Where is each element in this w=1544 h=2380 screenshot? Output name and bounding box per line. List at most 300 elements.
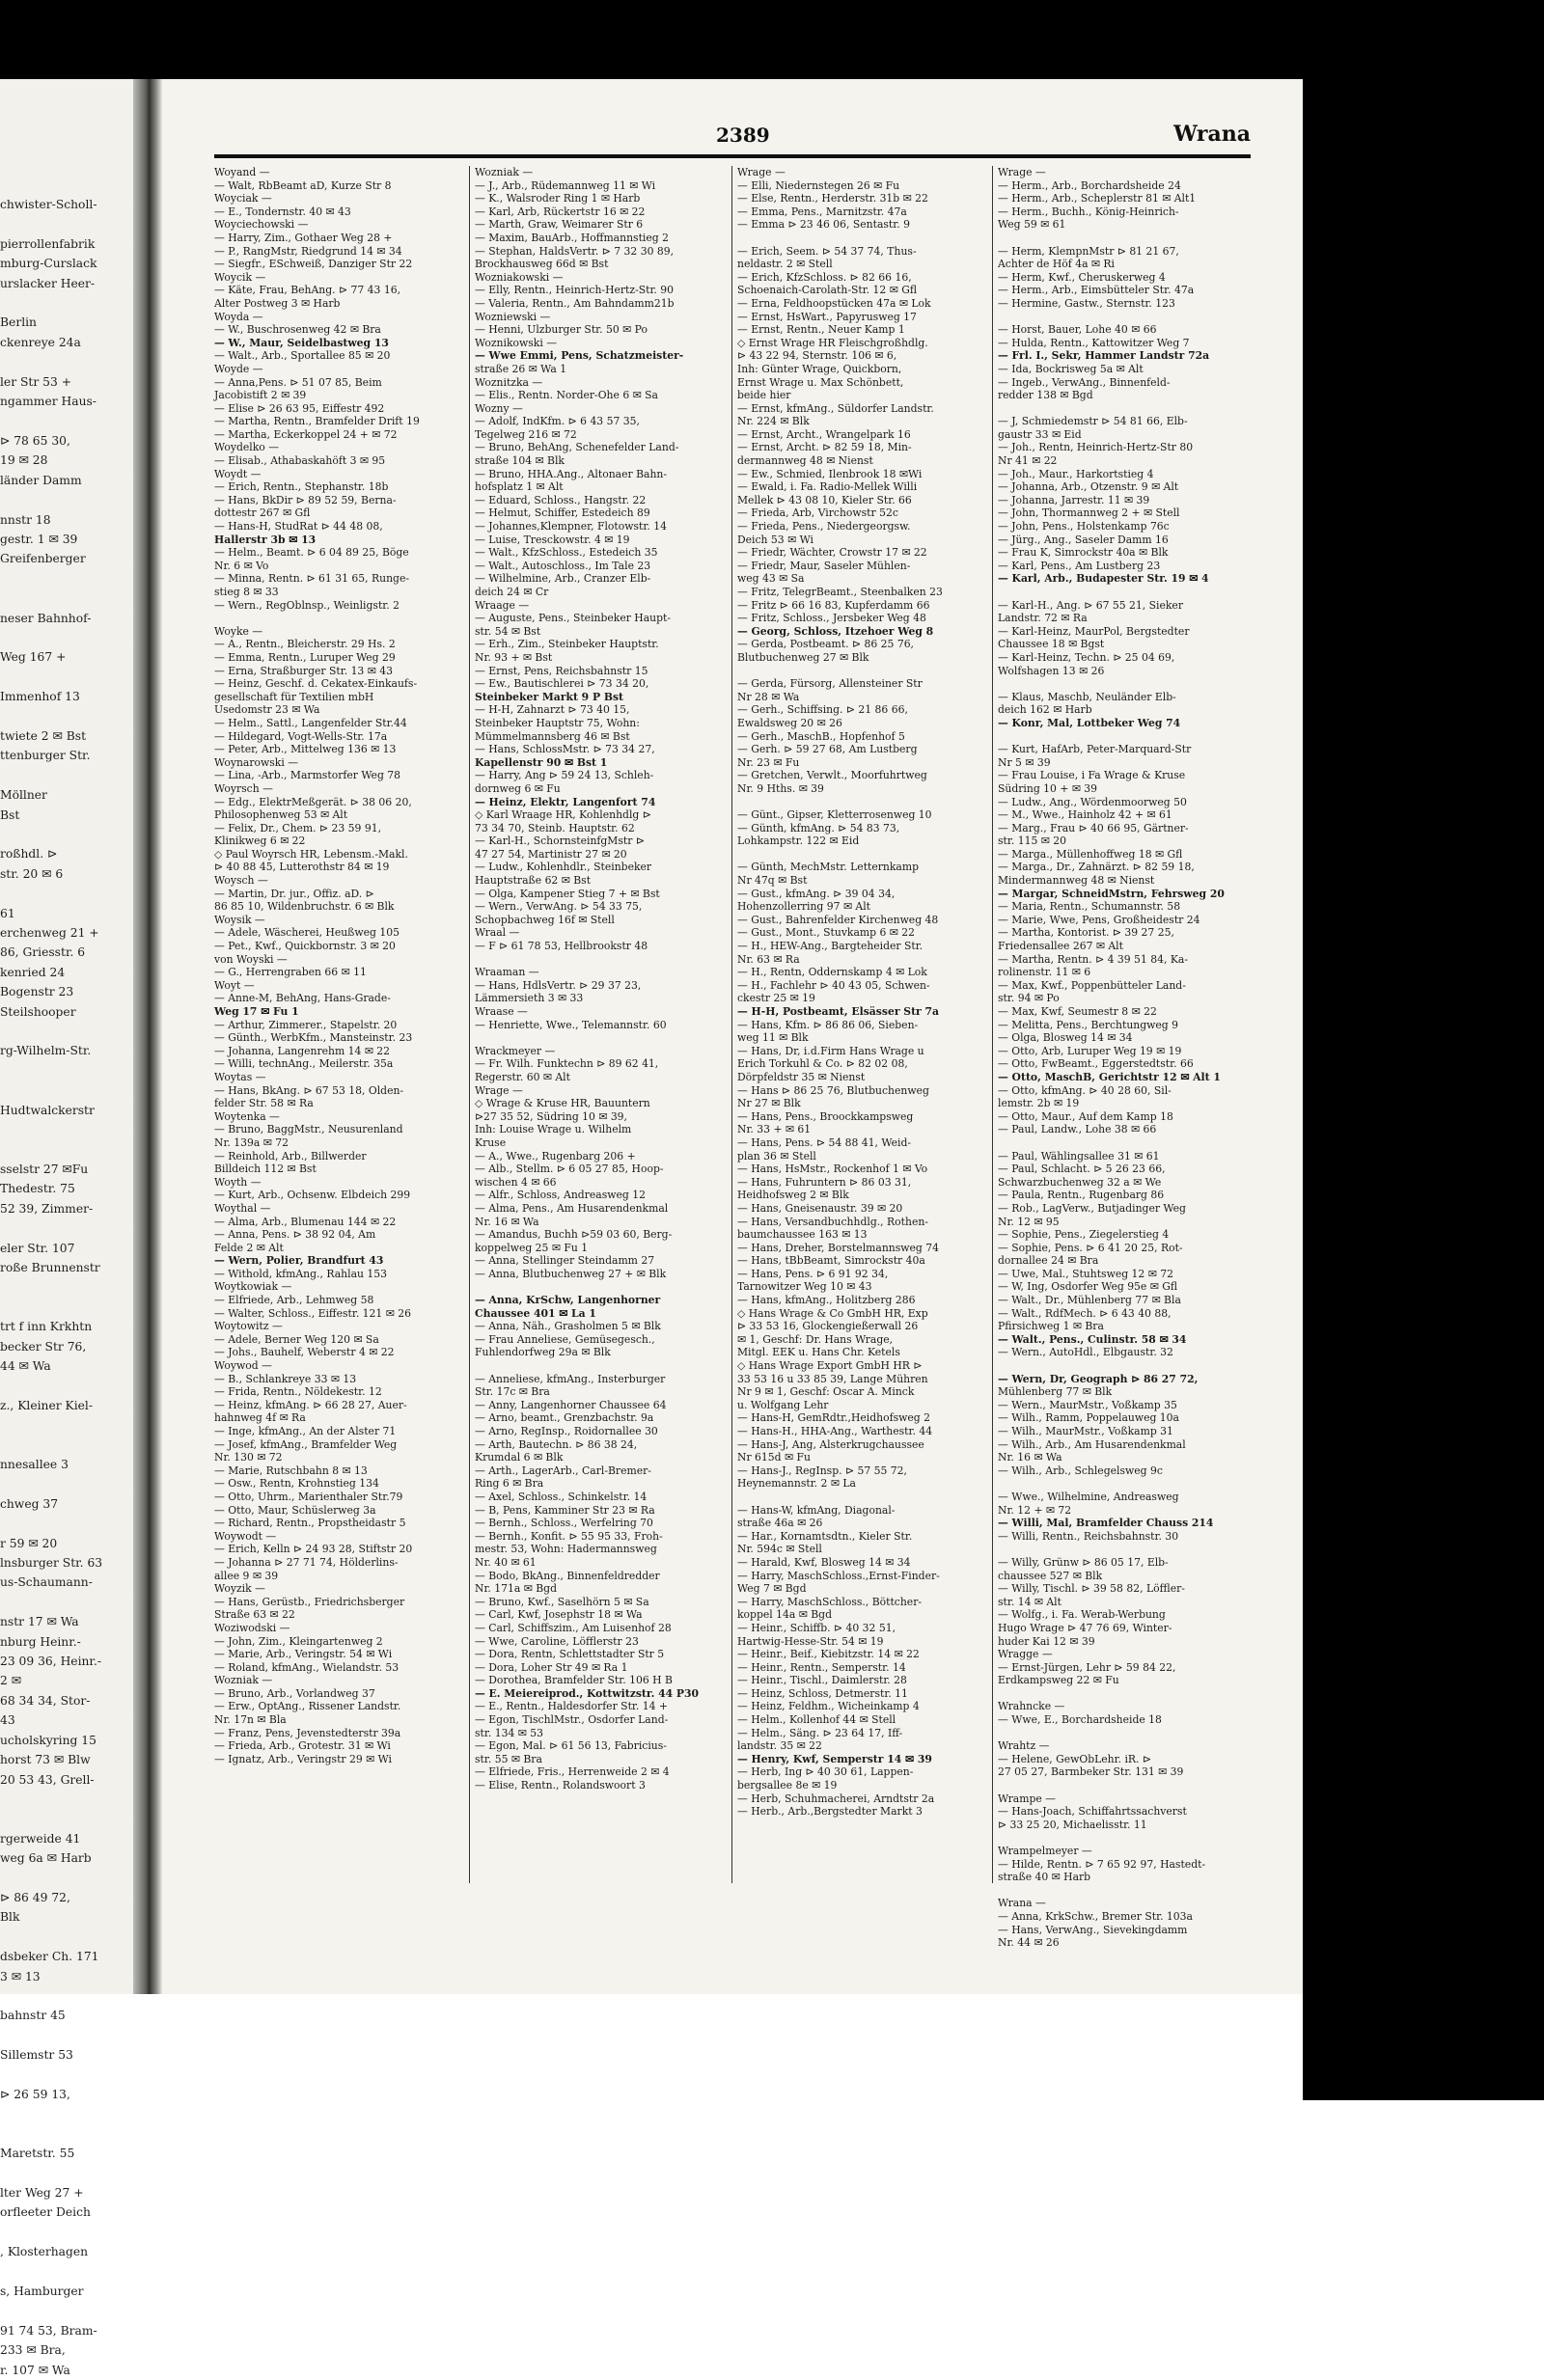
directory-entry-line: Wozniewski — [475,310,551,323]
directory-entry-line: 33 53 16 u 33 85 39, Lange Mühren [737,1372,928,1385]
directory-entry-line: — Inge, kfmAng., An der Alster 71 [214,1425,397,1437]
directory-entry-line: koppel 14a ✉ Bgd [737,1608,832,1622]
directory-entry-line: Nr 41 ✉ 22 [998,454,1058,468]
left-page-fragment: sselstr 27 ✉Fu [0,1162,89,1176]
directory-entry-line: — Hulda, Rentn., Kattowitzer Weg 7 [998,336,1190,349]
left-page-fragment: Blk [0,1910,20,1925]
directory-entry-line: landstr. 35 ✉ 22 [737,1739,822,1753]
directory-entry-line: — Anna, Näh., Grasholmen 5 ✉ Blk [475,1320,661,1333]
directory-entry-line [998,1727,1251,1740]
directory-entry-line: Nr. 224 ✉ Blk [737,415,810,428]
directory-entry-line: — Withold, kfmAng., Rahlau 153 [214,1267,387,1280]
directory-entry-line: Hugo Wrage ⊳ 47 76 69, Winter- [998,1621,1172,1634]
directory-entry-line: str. 134 ✉ 53 [475,1726,543,1739]
left-page-fragment: neser Bahnhof- [0,611,92,625]
directory-entry-line: — Gerh., MaschB., Hopfenhof 5 [737,729,905,743]
directory-entry-line: Dörpfeldstr 35 ✉ Nienst [737,1070,866,1083]
left-page-fragment: rg-Wilhelm-Str. [0,1044,92,1058]
directory-entry-line: Jacobistift 2 ✉ 39 [214,389,307,402]
directory-entry-line: Steinbeker Hauptstr 75, Wohn: [475,716,640,729]
directory-entry-line [998,1543,1251,1556]
directory-entry-line: — Marg., Frau ⊳ 40 66 95, Gärtner- [998,821,1189,834]
directory-entry-line: — Ernst, HsWart., Papyrusweg 17 [737,310,917,323]
directory-entry-line: Woyciak — [214,192,272,205]
left-page-fragment: Immenhof 13 [0,690,80,704]
directory-entry-line: Woytenka — [214,1109,280,1123]
directory-entry-line: — Har., Kornamtsdtn., Kieler Str. [737,1529,913,1543]
directory-entry-line: Woydt — [214,467,262,480]
directory-entry-line: Blutbuchenweg 27 ✉ Blk [737,650,869,664]
directory-entry-line: — Karl-H., Ang. ⊳ 67 55 21, Sieker [998,598,1183,612]
directory-entry-line: — Alb., Stellm. ⊳ 6 05 27 85, Hoop- [475,1163,664,1176]
directory-entry-line: Wraase — [475,1005,528,1018]
directory-entry-line: — J, Schmiedemstr ⊳ 54 81 66, Elb- [998,415,1188,428]
directory-entry-line: gesellschaft für Textilien mbH [214,690,374,703]
directory-entry-line: str. 115 ✉ 20 [998,834,1066,848]
directory-entry-line: — Hans, SchlossMstr. ⊳ 73 34 27, [475,743,655,756]
directory-entry-line: — E., Rentn., Haldesdorfer Str. 14 + [475,1700,668,1713]
directory-entry-line: — Martha, Eckerkoppel 24 + ✉ 72 [214,427,398,441]
directory-entry-line: Woysik — [214,913,265,926]
directory-entry-line [998,1687,1251,1701]
directory-entry-line: — Jürg., Ang., Saseler Damm 16 [998,533,1169,546]
directory-entry-line: Deich 53 ✉ Wi [737,533,813,546]
directory-entry-line: — Hilde, Rentn. ⊳ 7 65 92 97, Hastedt- [998,1857,1206,1871]
directory-entry-line: allee 9 ✉ 39 [214,1569,279,1582]
directory-entry-line: — Harry, Zim., Gothaer Weg 28 + [214,231,393,244]
directory-entry-line: Nr. 23 ✉ Fu [737,755,800,769]
directory-entry-line: — Frau K, Simrockstr 40a ✉ Blk [998,546,1169,560]
directory-entry-line: ⊳27 35 52, Südring 10 ✉ 39, [475,1109,627,1123]
directory-entry-line: — Gretchen, Verwlt., Moorfuhrtweg [737,769,927,782]
left-page-fragment: 3 ✉ 13 [0,1969,41,1983]
page-header [214,123,1251,158]
directory-entry-line: — G., Herrengraben 66 ✉ 11 [214,966,367,979]
left-page-fragment: 20 53 43, Grell- [0,1772,95,1787]
directory-entry-line: dermannweg 48 ✉ Nienst [737,454,873,468]
left-page-fragment [0,1277,130,1297]
left-page-fragment: Bst [0,807,20,822]
directory-entry-line: — Alma, Pens., Am Husarendenkmal [475,1201,669,1215]
left-page-fragment [0,569,130,588]
directory-entry-line: Wrahtz — [998,1739,1050,1753]
left-page-fragment: Bogenstr 23 [0,985,74,999]
directory-entry-line: — Karl-H., SchornsteinfgMstr ⊳ [475,834,645,848]
directory-entry-line: — Frl. I., Sekr, Hammer Landstr 72a [998,349,1210,363]
directory-entry-line: Weg 7 ✉ Bgd [737,1582,807,1596]
directory-entry-line: — H., HEW-Ang., Bargteheider Str. [737,940,924,953]
directory-entry-line: — Willi, technAng., Meilerstr. 35a [214,1057,394,1071]
directory-entry-line: straße 46a ✉ 26 [737,1517,823,1530]
directory-entry-line: — Herb, Ing ⊳ 40 30 61, Lappen- [737,1765,914,1779]
directory-entry-line: — Gerda, Fürsorg, Allensteiner Str [737,677,923,691]
left-page-fragment [0,1298,130,1317]
directory-entry-line: Str. 17c ✉ Bra [475,1385,550,1399]
directory-entry-line: — Heinz, Schloss, Detmerstr. 11 [737,1686,908,1700]
directory-entry-line: — Erw., OptAng., Rissener Landstr. [214,1700,401,1713]
left-page-fragment [0,1514,130,1533]
directory-column-1 [214,166,467,1883]
left-page-fragment: kenried 24 [0,965,66,979]
directory-entry-line: — Gust., kfmAng. ⊳ 39 04 34, [737,887,896,900]
directory-entry-line: — Johs., Bauhelf, Weberstr 4 ✉ 22 [214,1346,395,1359]
directory-entry-line: Mümmelmannsberg 46 ✉ Bst [475,729,630,743]
left-page-fragment: bahnstr 45 [0,2009,66,2023]
directory-entry-line: — Ew., Schmied, Ilenbrook 18 ✉Wi [737,467,923,480]
directory-entry-line: — Herm, Kwf., Cheruskerweg 4 [998,270,1166,284]
directory-entry-line: — Herb., Arb.,Bergstedter Markt 3 [737,1805,923,1819]
directory-entry-line: Woyzik — [214,1582,265,1596]
directory-entry-line: hofsplatz 1 ✉ Alt [475,480,564,494]
left-page-fragment: chweg 37 [0,1496,59,1511]
directory-entry-line: Hallerstr 3b ✉ 13 [214,533,317,546]
directory-entry-line: — Helm., Beamt. ⊳ 6 04 89 25, Böge [214,546,409,560]
left-page-fragment [0,352,130,371]
directory-entry-line: Nr. 17n ✉ Bla [214,1713,287,1727]
directory-entry-line: hahnweg 4f ✉ Ra [214,1411,306,1425]
directory-entry-line: Wozniak — [214,1674,273,1687]
directory-entry-line: — Rob., LagVerw., Butjadinger Weg [998,1201,1186,1215]
directory-entry-line: — Ernst, Pens, Reichsbahnstr 15 [475,664,648,677]
directory-entry-line: Schopbachweg 16f ✉ Stell [475,913,615,926]
directory-entry-line: Hohenzollerring 97 ✉ Alt [737,900,871,914]
directory-entry-line [475,1359,728,1373]
directory-entry-line: Wraaman — [475,966,539,979]
directory-entry-line: — Fritz ⊳ 66 16 83, Kupferdamm 66 [737,598,930,612]
left-page-fragment: , Klosterhagen [0,2245,89,2259]
directory-entry-line: — Richard, Rentn., Propstheidastr 5 [214,1517,406,1530]
directory-entry-line: — Ew., Bautischlerei ⊳ 73 34 20, [475,677,649,691]
directory-entry-line: Hauptstraße 62 ✉ Bst [475,874,592,888]
column-divider [992,166,993,1883]
directory-entry-line: — Anna, Blutbuchenweg 27 + ✉ Blk [475,1267,667,1280]
directory-entry-line: — Herm., Buchh., König-Heinrich- [998,205,1179,218]
directory-entry-line: — Günth, kfmAng. ⊳ 54 83 73, [737,821,900,834]
left-page-fragment: 23 09 36, Heinr.- [0,1655,102,1669]
directory-entry-line: — Bruno, Kwf., Saselhörn 5 ✉ Sa [475,1595,649,1608]
directory-entry-line: Nr. 130 ✉ 72 [214,1451,283,1464]
left-page-fragment: ucholskyring 15 [0,1733,96,1747]
directory-entry-line: — Fr. Wilh. Funktechn ⊳ 89 62 41, [475,1057,659,1071]
directory-entry-line: — Emma, Rentn., Luruper Weg 29 [214,650,396,664]
left-page-fragment: lnsburger Str. 63 [0,1556,103,1571]
directory-entry-line: — Hans-J., RegInsp. ⊳ 57 55 72, [737,1464,907,1477]
directory-entry-line: — Wwe, E., Borchardsheide 18 [998,1713,1162,1727]
directory-entry-line: weg 43 ✉ Sa [737,572,805,586]
left-page-fragment: 44 ✉ Wa [0,1358,51,1373]
directory-entry-line: Woydelko — [214,441,279,454]
directory-entry-line: Straße 63 ✉ 22 [214,1608,295,1622]
left-page-fragment: 52 39, Zimmer- [0,1201,94,1216]
left-page-fragment: nburg Heinr.- [0,1634,81,1649]
directory-entry-line: Krumdal 6 ✉ Blk [475,1451,564,1464]
directory-entry-line: — Josef, kfmAng., Bramfelder Weg [214,1437,398,1451]
directory-entry-line: Tegelweg 216 ✉ 72 [475,427,577,441]
directory-entry-line: — John, Pens., Holstenkamp 76c [998,520,1170,533]
directory-entry-line: — Erich, KfzSchloss. ⊳ 82 66 16, [737,270,912,284]
directory-entry-line: — Dora, Rentn, Schlettstadter Str 5 [475,1648,665,1661]
directory-entry-line: — Bruno, BehAng, Schenefelder Land- [475,441,679,454]
directory-entry-line: gaustr 33 ✉ Eid [998,427,1082,441]
directory-entry-line [998,311,1251,324]
directory-entry-line: Nr. 93 + ✉ Bst [475,650,553,664]
directory-entry-line: — Hans, tBbBeamt, Simrockstr 40a [737,1254,925,1268]
left-page-fragment: ttenburger Str. [0,749,91,763]
left-page [0,79,145,2377]
directory-entry-line: — Johannes,Klempner, Flotowstr. 14 [475,520,667,533]
directory-entry-line: ⊳ 43 22 94, Sternstr. 106 ✉ 6, [737,349,897,363]
directory-entry-line: dornallee 24 ✉ Bra [998,1254,1099,1268]
directory-entry-line: stieg 8 ✉ 33 [214,586,279,598]
directory-entry-line: Kapellenstr 90 ✉ Bst 1 [475,755,608,769]
directory-entry-line: Ring 6 ✉ Bra [475,1477,544,1491]
directory-entry-line: — Carl, Kwf, Josephstr 18 ✉ Wa [475,1608,643,1622]
book-gutter [133,79,162,1994]
directory-entry-line: Südring 10 + ✉ 39 [998,781,1098,795]
directory-entry-line: — Dora, Loher Str 49 ✉ Ra 1 [475,1660,628,1674]
directory-entry-line: — Paul, Wählingsallee 31 ✉ 61 [998,1149,1160,1163]
directory-entry-line: — Anna, KrkSchw., Bremer Str. 103a [998,1909,1193,1923]
directory-entry-line: str. 94 ✉ Po [998,992,1060,1005]
left-page-fragment [0,707,130,726]
directory-entry-line: — Hans-W, kfmAng, Diagonal- [737,1503,896,1517]
directory-entry-line: — Elli, Niedernstegen 26 ✉ Fu [737,178,900,192]
directory-entry-line: — Karl-Heinz, MaurPol, Bergstedter [998,624,1190,638]
directory-entry-line: — Alma, Arb., Blumenau 144 ✉ 22 [214,1215,397,1228]
directory-entry-line: — Walt., RdfMech. ⊳ 6 43 40 88, [998,1306,1172,1320]
left-page-fragment [0,2026,130,2045]
directory-entry-line: — Elfriede, Arb., Lehmweg 58 [214,1294,374,1307]
directory-entry-line: — Hans, Kfm. ⊳ 86 86 06, Sieben- [737,1018,919,1031]
left-page-fragment: nnesallee 3 [0,1458,69,1471]
directory-entry-line [737,1491,990,1504]
directory-entry-line: — Hans-H, GemRdtr.,Heidhofsweg 2 [737,1411,930,1425]
directory-entry-line: — Frieda, Arb., Grotestr. 31 ✉ Wi [214,1739,391,1753]
directory-entry-line: Woytkowiak — [214,1280,292,1294]
directory-entry-line: — Elis., Rentn. Norder-Ohe 6 ✉ Sa [475,389,658,402]
directory-entry-line: — Siegfr., ESchweiß, Danziger Str 22 [214,258,413,271]
directory-entry-line: — Ewald, i. Fa. Radio-Mellek Willi [737,480,918,494]
left-page-fragment: ngammer Haus- [0,395,96,409]
directory-entry-line: Woyt — [214,978,255,992]
left-page-fragment [0,2124,130,2144]
directory-entry-line: — Henriette, Wwe., Telemannstr. 60 [475,1018,667,1031]
left-page-fragment: 86, Griesstr. 6 [0,945,86,960]
directory-entry-line: Mindermannweg 48 ✉ Nienst [998,874,1155,888]
directory-entry-line [998,1136,1251,1150]
directory-entry-line: — Hans-Joach, Schiffahrtssachverst [998,1805,1187,1819]
directory-entry-line: Nr. 16 ✉ Wa [475,1215,539,1228]
directory-entry-line: Wrampelmeyer — [998,1845,1092,1857]
directory-entry-line: Mitgl. EEK u. Hans Chr. Ketels [737,1346,900,1359]
directory-entry-line: — Ernst, Archt. ⊳ 82 59 18, Min- [737,441,912,454]
directory-entry-line: dornweg 6 ✉ Fu [475,781,561,795]
left-page-fragment [0,825,130,844]
directory-entry-line: — Johanna, Arb., Otzenstr. 9 ✉ Alt [998,480,1179,494]
left-page-fragment: r. 107 ✉ Wa [0,2363,70,2377]
directory-entry-line: rolinenstr. 11 ✉ 6 [998,966,1091,979]
left-page-fragment [0,1218,130,1238]
directory-entry-line: Hartwig-Hesse-Str. 54 ✉ 19 [737,1634,884,1648]
left-page-fragment: gestr. 1 ✉ 39 [0,532,78,546]
directory-entry-line: Woynarowski — [214,755,299,769]
directory-entry-line: — Hans, BkDir ⊳ 89 52 59, Berna- [214,493,397,506]
directory-entry-line: — J., Arb., Rüdemannweg 11 ✉ Wi [475,178,656,192]
directory-entry-line: — Arno, RegInsp., Roidornallee 30 [475,1425,658,1437]
directory-entry-line: — Karl, Arb, Rückertstr 16 ✉ 22 [475,205,646,218]
left-page-fragment: 61 [0,906,15,920]
directory-entry-line: Brockhausweg 66d ✉ Bst [475,258,609,271]
directory-entry-line: — Fritz, Schloss., Jersbeker Weg 48 [737,612,926,625]
directory-entry-line: chaussee 527 ✉ Blk [998,1569,1103,1582]
directory-entry-line: — Käte, Frau, BehAng. ⊳ 77 43 16, [214,284,401,297]
directory-entry-line: — Martha, Rentn., Bramfelder Drift 19 [214,415,420,428]
directory-column-4 [998,166,1251,1950]
directory-entry-line: — K., Walsroder Ring 1 ✉ Harb [475,192,641,205]
directory-entry-line: — Joh., Maur., Harkortstieg 4 [998,467,1154,480]
directory-entry-line: — Frau Louise, i Fa Wrage & Kruse [998,769,1186,782]
directory-entry-line: Pfirsichweg 1 ✉ Bra [998,1320,1104,1333]
directory-entry-line: — Konr, Mal, Lottbeker Weg 74 [998,716,1181,729]
directory-entry-line: — Bernh., Konfit. ⊳ 55 95 33, Froh- [475,1529,663,1543]
directory-entry-line: baumchaussee 163 ✉ 13 [737,1228,868,1242]
directory-entry-line: Wozny — [475,401,523,415]
directory-entry-line: — Walt., Arb., Sportallee 85 ✉ 20 [214,349,391,363]
directory-entry-line: u. Wolfgang Lehr [737,1398,829,1411]
directory-entry-line: — Martin, Dr. jur., Offiz. aD. ⊳ [214,887,374,900]
directory-entry-line: — Hans, Dreher, Borstelmannsweg 74 [737,1241,939,1254]
directory-entry-line: str. 55 ✉ Bra [475,1752,542,1765]
directory-entry-line: — Helm., Kollenhof 44 ✉ Stell [737,1713,896,1727]
directory-entry-line: str. 14 ✉ Alt [998,1595,1062,1608]
directory-entry-line: — H., Fachlehr ⊳ 40 43 05, Schwen- [737,978,930,992]
directory-entry-line: — Max, Kwf., Poppenbütteler Land- [998,978,1186,992]
left-page-fragment [0,1790,130,1809]
directory-entry-line: beide hier [737,389,791,402]
directory-entry-line [998,232,1251,245]
directory-entry-line: — Anna, KrSchw, Langenhorner [475,1294,661,1307]
left-page-fragment: 233 ✉ Bra, [0,2343,66,2358]
left-page-fragment [0,628,130,647]
directory-entry-line: 47 27 54, Martinistr 27 ✉ 20 [475,847,627,861]
directory-entry-line: Tarnowitzer Weg 10 ✉ 43 [737,1280,872,1294]
directory-entry-line: Nr 9 ✉ 1, Geschf: Oscar A. Minck [737,1385,915,1399]
directory-entry-line: neldastr. 2 ✉ Stell [737,258,833,271]
left-page-fragment [0,766,130,785]
directory-entry-line: — Gerda, Postbeamt. ⊳ 86 25 76, [737,638,914,651]
directory-entry-line: Nr. 594c ✉ Stell [737,1543,822,1556]
directory-entry-line: — Anna, Stellinger Steindamm 27 [475,1254,655,1268]
directory-entry-line: — Marga., Müllenhoffweg 18 ✉ Gfl [998,847,1183,861]
directory-entry-line: — Erich, Rentn., Stephanstr. 18b [214,480,389,494]
left-page-fragment: Steilshooper [0,1004,76,1019]
directory-entry-line: — Otto, Uhrm., Marienthaler Str.79 [214,1490,403,1503]
directory-entry-line: — Hans-J, Ang, Alsterkrugchaussee [737,1437,924,1451]
left-page-fragment: Sillemstr 53 [0,2048,73,2063]
directory-entry-line: Nr. 9 Hths. ✉ 39 [737,781,824,795]
directory-entry-line: Nr. 33 + ✉ 61 [737,1123,812,1136]
left-page-fragment [0,293,130,313]
directory-entry-line: — Margar, SchneidMstrn, Fehrsweg 20 [998,887,1225,900]
directory-entry-line: — Wilh., Arb., Am Husarendenkmal [998,1437,1186,1451]
directory-entry-line: — Martha, Kontorist. ⊳ 39 27 25, [998,926,1174,940]
directory-entry-line: — Martha, Rentn. ⊳ 4 39 51 84, Ka- [998,952,1188,966]
directory-entry-line: — Wern, Polier, Brandfurt 43 [214,1254,384,1268]
directory-entry-line: — Franz, Pens, Jevenstedterstr 39a [214,1726,401,1739]
directory-entry-line: straße 40 ✉ Harb [998,1871,1091,1884]
directory-entry-line: Klinikweg 6 ✉ 22 [214,834,306,848]
directory-entry-line [998,586,1251,599]
directory-entry-line: — Günth., WerbKfm., Mansteinstr. 23 [214,1031,413,1045]
directory-entry-line: Nr. 44 ✉ 26 [998,1936,1060,1950]
left-page-fragment: ⊳ 86 49 72, [0,1890,70,1904]
directory-entry-line: — Günt., Gipser, Kletterrosenweg 10 [737,808,932,822]
left-page-fragment [0,884,130,903]
left-page-fragment [0,1474,130,1493]
directory-entry-line: — Harald, Kwf, Blosweg 14 ✉ 34 [737,1555,911,1569]
directory-entry-line: — Eduard, Schloss., Hangstr. 22 [475,493,647,506]
directory-entry-line: — Hans, BkAng. ⊳ 67 53 18, Olden- [214,1083,404,1097]
directory-entry-line: Nr 28 ✉ Wa [737,690,800,703]
directory-entry-line: Nr. 139a ✉ 72 [214,1135,289,1149]
directory-entry-line: Chaussee 18 ✉ Bgst [998,638,1105,651]
directory-entry-line [737,665,990,678]
directory-entry-line: Woyke — [214,624,263,638]
directory-entry-line: — Bruno, HHA.Ang., Altonaer Bahn- [475,467,668,480]
directory-entry-line: ckestr 25 ✉ 19 [737,992,815,1005]
directory-entry-line: Kruse [475,1135,507,1149]
directory-entry-line: — Heinz, Geschf. d. Cekatex-Einkaufs- [214,677,418,691]
left-page-fragment: chwister-Scholl- [0,198,97,211]
directory-entry-line: Achter de Höf 4a ✉ Ri [998,258,1115,271]
directory-entry-line: Woznikowski — [475,336,558,349]
directory-entry-line [475,1280,728,1294]
directory-entry-line [998,677,1251,691]
directory-entry-line: — Hans, Dr, i.d.Firm Hans Wrage u [737,1044,924,1057]
left-page-fragment [0,668,130,687]
left-page-fragment: Weg 167 + [0,650,67,665]
directory-entry-line: — Herm., Arb., Borchardsheide 24 [998,178,1181,192]
directory-entry-line: — Hans, kfmAng., Holitzberg 286 [737,1294,916,1307]
directory-entry-line: Schwarzbuchenweg 32 a ✉ We [998,1175,1162,1189]
left-page-fragment [0,1022,130,1041]
directory-entry-line: Weg 59 ✉ 61 [998,218,1066,232]
left-page-fragment [0,588,130,608]
left-page-fragment: ⊳ 78 65 30, [0,433,70,448]
left-page-fragment: r 59 ✉ 20 [0,1536,58,1550]
directory-entry-line: — Marie, Wwe, Pens, Großheidestr 24 [998,913,1200,926]
directory-column-3 [737,166,990,1883]
directory-entry-line: — Valeria, Rentn., Am Bahndamm21b [475,296,675,310]
left-page-fragment: weg 6a ✉ Harb [0,1851,92,1866]
directory-entry-line: Wraage — [475,598,530,612]
left-page-fragment [0,1436,130,1455]
directory-entry-line: — Uwe, Mal., Stuhtsweg 12 ✉ 72 [998,1267,1173,1280]
left-page-fragment [0,2301,130,2320]
directory-entry-line: — Heinr., Schiffb. ⊳ 40 32 51, [737,1621,896,1634]
directory-entry-line [998,1831,1251,1845]
left-page-fragment: becker Str 76, [0,1339,87,1354]
directory-entry-line: — Bruno, Arb., Vorlandweg 37 [214,1686,375,1700]
left-page-fragment: pierrollenfabrik [0,236,96,251]
left-page-fragment: erchenweg 21 + [0,926,99,941]
directory-entry-line: Nr 27 ✉ Blk [737,1097,801,1110]
directory-entry-line [998,730,1251,744]
directory-entry-line: Wraal — [475,926,520,940]
directory-entry-line: — Heinz, kfmAng. ⊳ 66 28 27, Auer- [214,1398,407,1411]
directory-entry-line: — Hans-H, StudRat ⊳ 44 48 08, [214,520,383,533]
directory-entry-line: — Frieda, Arb, Virchowstr 52c [737,506,898,520]
